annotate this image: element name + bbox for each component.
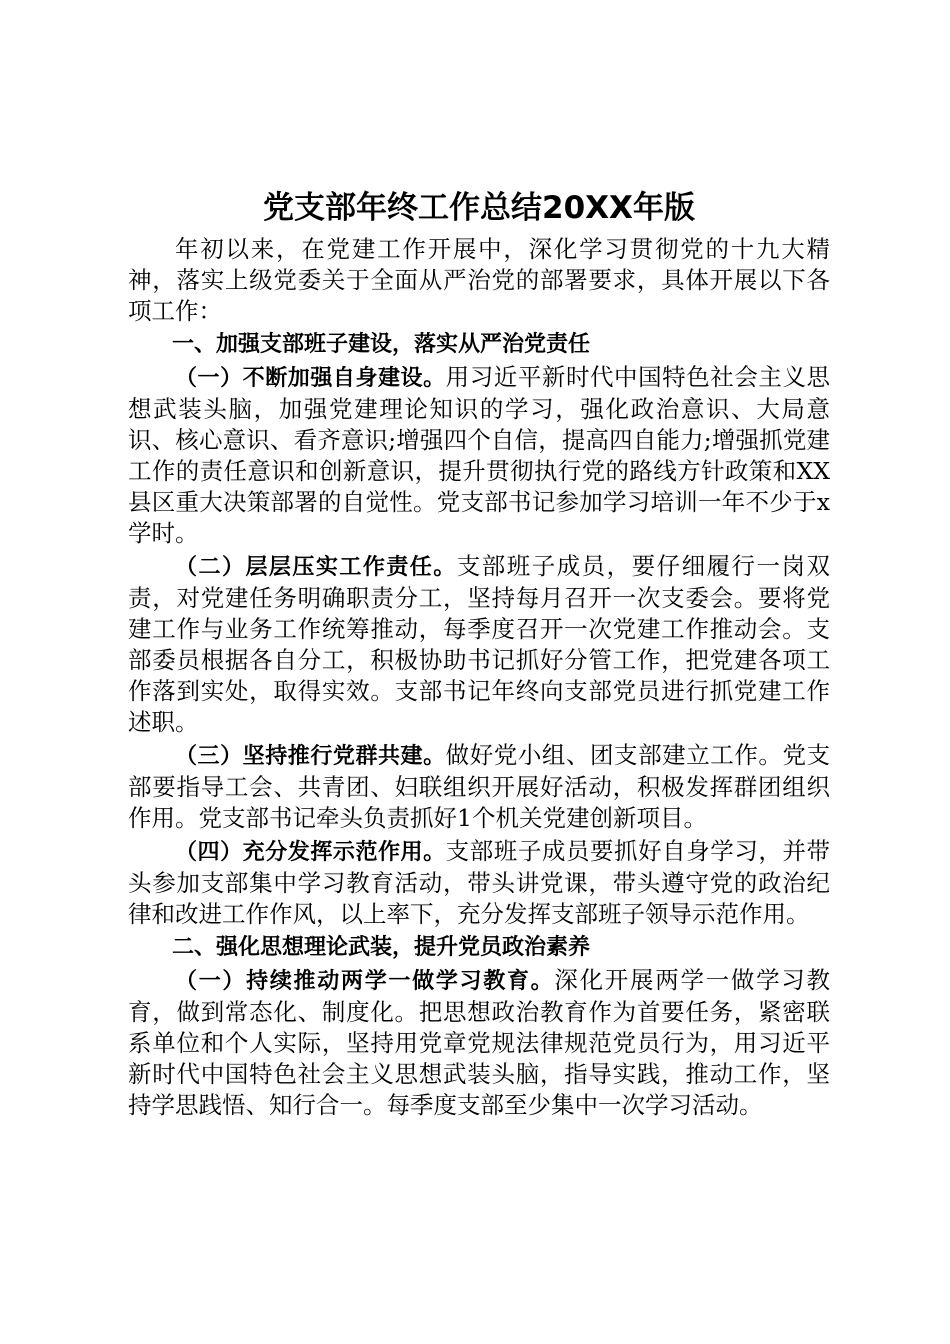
- section-2-heading: 二、强化思想理论武装，提升党员政治素养: [172, 935, 591, 960]
- item-text: 用习近平新时代中国特色社会主义思想武装头脑，加强党建理论知识的学习，强化政治意识、大局意识、核心意识、看齐意识;增强四个自信，提高四自能力;增强抓党建工作的责任意识和创新意识，提升贯彻执行党的路线方针政策和XX县区重大决策部署的自觉性。党支部书记参加学习培训一年不少于x学时。: [128, 363, 830, 547]
- item-text: 做好党小组、团支部建立工作。党支部要指导工会、共青团、妇联组织开展好活动，积极发挥群团组织作用。党支部书记牵头负责抓好1个机关党建创新项目。: [128, 741, 830, 832]
- item-lead: （三）坚持推行党群共建。: [175, 744, 446, 769]
- item-text: 深化开展两学一做学习教育，做到常态化、制度化。把思想政治教育作为首要任务，紧密联系单位和个人实际，坚持用党章党规法律规范党员行为，用习近平新时代中国特色社会主义思想武装头脑，指导实践，推动工作，坚持学思践悟、知行合一。每季度支部至少集中一次学习活动。: [128, 966, 830, 1119]
- section-1-item-3: [128, 740, 830, 834]
- section-1-item-4: [128, 836, 830, 930]
- section-1-heading: 一、加强支部班子建设，落实从严治党责任: [172, 332, 591, 357]
- section-1-item-1: [128, 362, 830, 549]
- item-lead: （一）持续推动两学一做学习教育。: [175, 969, 555, 994]
- document-body: [128, 234, 830, 1121]
- item-lead: （四）充分发挥示范作用。: [175, 840, 446, 865]
- item-lead: （一）不断加强自身建设。: [175, 366, 446, 391]
- intro-paragraph: 年初以来，在党建工作开展中，深化学习贯彻党的十九大精神，落实上级党委关于全面从严治党的部署要求，具体开展以下各项工作：: [128, 235, 830, 325]
- item-text: 支部班子成员要抓好自身学习，并带头参加支部集中学习教育活动，带头讲党课，带头遵守党的政治纪律和改进工作作风，以上率下，充分发挥支部班子领导示范作用。: [128, 837, 830, 928]
- document-title: 党支部年终工作总结20XX年版: [263, 190, 695, 226]
- section-2-item-1: [128, 965, 830, 1121]
- section-1-item-2: [128, 551, 830, 738]
- item-text: 支部班子成员，要仔细履行一岗双责，对党建任务明确职责分工，坚持每月召开一次支委会。要将党建工作与业务工作统筹推动，每季度召开一次党建工作推动会。支部委员根据各自分工，积极协助书记抓好分管工作，把党建各项工作落到实处，取得实效。支部书记年终向支部党员进行抓党建工作述职。: [128, 552, 830, 736]
- item-lead: （二）层层压实工作责任。: [175, 555, 457, 580]
